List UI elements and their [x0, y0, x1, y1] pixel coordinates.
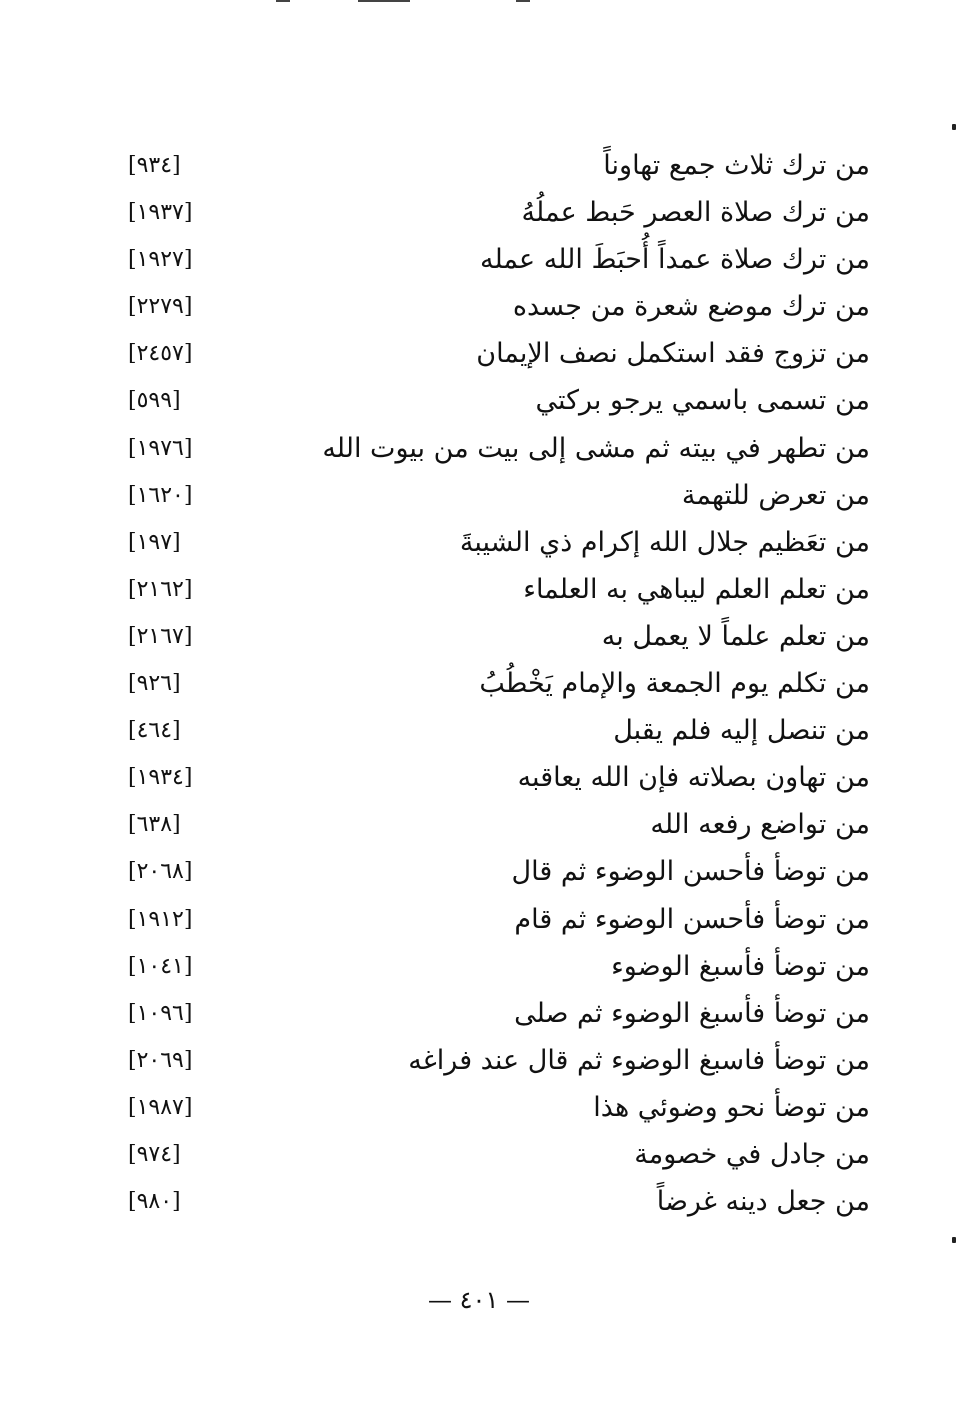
entry-text: من تواضع رفعه الله	[650, 809, 870, 841]
entry-text: من ترك موضع شعرة من جسده	[512, 291, 870, 323]
index-entry	[0, 379, 958, 426]
entry-text: من تنصل إليه فلم يقبل	[613, 715, 870, 747]
index-entry	[0, 615, 958, 662]
page-number: — ٤٠١ —	[428, 1286, 530, 1314]
top-rule-center	[358, 0, 410, 2]
entry-reference: [٤٦٤]	[128, 718, 181, 744]
index-entry	[0, 756, 958, 803]
index-entry	[0, 332, 958, 379]
index-entry	[0, 191, 958, 238]
entry-text: من توضأ فأحسن الوضوء ثم قام	[514, 903, 870, 935]
entry-reference: [٢١٦٧]	[128, 623, 193, 649]
entry-reference: [١٩١٢]	[128, 906, 193, 932]
entry-text: من ترك صلاة العصر حَبط عملُهُ	[521, 197, 870, 229]
entry-text: من ترك صلاة عمداً أُحبَطَ الله عمله	[480, 244, 870, 276]
index-entry	[0, 1039, 958, 1086]
entry-reference: [١٩٧٦]	[128, 435, 193, 461]
entry-reference: [٢٠٦٨]	[128, 859, 193, 885]
index-entry	[0, 1180, 958, 1227]
index-entry	[0, 803, 958, 850]
entry-text: من توضأ فأحسن الوضوء ثم قال	[511, 856, 870, 888]
entry-reference: [١٩٧]	[128, 529, 181, 555]
index-entry	[0, 285, 958, 332]
index-entry	[0, 850, 958, 897]
entry-text: من تطهر في بيته ثم مشى إلى بيت من بيوت الله	[322, 432, 870, 464]
entry-reference: [٢٠٦٩]	[128, 1047, 193, 1073]
entry-reference: [١٦٢٠]	[128, 482, 193, 508]
entry-text: من توضأ فأسبغ الوضوء	[611, 950, 870, 982]
entry-reference: [٥٩٩]	[128, 388, 181, 414]
entry-reference: [٩٣٤]	[128, 153, 181, 178]
entry-reference: [٩٧٤]	[128, 1141, 181, 1167]
index-entry	[0, 945, 958, 992]
entry-text: من توضأ فأسبغ الوضوء ثم صلى	[514, 997, 870, 1029]
index-entry	[0, 474, 958, 521]
entry-reference: [١٩٣٤]	[128, 765, 193, 791]
entry-reference: [١٩٨٧]	[128, 1094, 193, 1120]
entry-text: من تعلم علماً لا يعمل به	[601, 620, 870, 652]
entry-reference: [١٠٩٦]	[128, 1000, 193, 1026]
entry-reference: [٢٤٥٧]	[128, 341, 193, 367]
entry-text: من توضأ فاسبغ الوضوء ثم قال عند فراغه	[408, 1044, 870, 1076]
top-rule-left	[276, 0, 290, 2]
margin-mark-bottom	[952, 1237, 956, 1243]
entry-reference: [٢٢٧٩]	[128, 294, 193, 320]
entry-reference: [١٩٢٧]	[128, 247, 193, 273]
entry-text: من تعَظيم جلال الله إكرام ذي الشيبةَ	[459, 526, 870, 558]
index-entry	[0, 144, 958, 191]
entry-reference: [٢١٦٢]	[128, 576, 193, 602]
entry-text: من تعرض للتهمة	[681, 479, 870, 511]
entry-reference: [٩٨٠]	[128, 1189, 181, 1215]
entry-text: من جادل في خصومة	[634, 1138, 870, 1170]
index-entry	[0, 521, 958, 568]
entry-reference: [٦٣٨]	[128, 812, 181, 838]
index-entry	[0, 992, 958, 1039]
entry-text: من ترك ثلاث جمع تهاوناً	[603, 150, 870, 181]
entry-reference: [١٠٤١]	[128, 953, 193, 979]
index-entry	[0, 238, 958, 285]
index-entry	[0, 568, 958, 615]
index-entry	[0, 427, 958, 474]
index-entry	[0, 662, 958, 709]
index-entry	[0, 1086, 958, 1133]
entry-reference: [١٩٣٧]	[128, 200, 193, 226]
entry-text: من تعلم العلم ليباهي به العلماء	[523, 573, 870, 605]
hadith-index-list	[0, 144, 958, 1227]
index-entry	[0, 709, 958, 756]
entry-text: من تكلم يوم الجمعة والإمام يَخْطُبُ	[479, 668, 870, 700]
margin-mark-top	[952, 124, 956, 130]
entry-text: من تهاون بصلاته فإن الله يعاقبه	[517, 762, 870, 794]
entry-text: من تزوج فقد استكمل نصف الإيمان	[476, 338, 870, 370]
top-rule-right	[516, 0, 530, 2]
index-entry	[0, 1133, 958, 1180]
index-entry	[0, 898, 958, 945]
entry-text: من تسمى باسمي يرجو بركتي	[535, 385, 870, 417]
entry-reference: [٩٢٦]	[128, 671, 181, 697]
entry-text: من توضأ نحو وضوئي هذا	[593, 1091, 870, 1123]
entry-text: من جعل دينه غرضاً	[656, 1186, 870, 1218]
